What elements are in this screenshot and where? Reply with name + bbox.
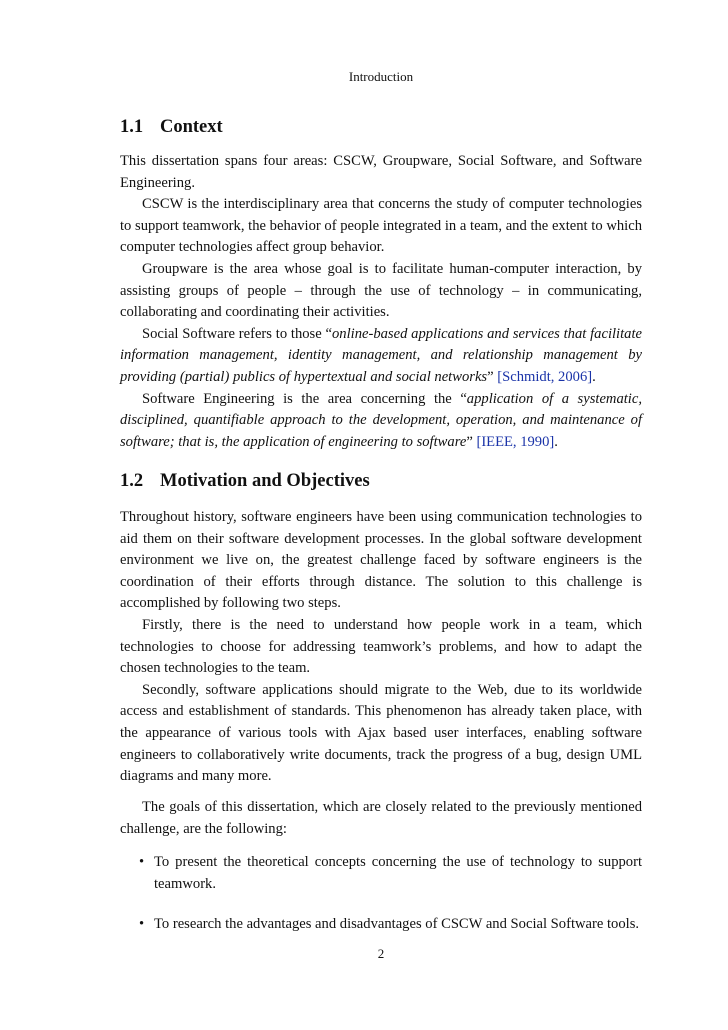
- motivation-body: [120, 507, 642, 788]
- paragraph-social-software: [120, 324, 642, 389]
- context-body: [120, 151, 642, 453]
- section-context: [120, 115, 642, 139]
- text-run: ”: [487, 368, 498, 385]
- text-run: .: [554, 433, 558, 450]
- paragraph: The goals of this dissertation, which are closely related to the previously mentioned challenge, are the following:: [120, 799, 642, 837]
- list-item-text: To present the theoretical concepts concerning the use of technology to support teamwork.: [154, 854, 642, 892]
- bullet-icon: •: [139, 854, 145, 870]
- goals-list: [120, 852, 642, 936]
- section-number: 1.2: [120, 471, 144, 491]
- goals-intro: [120, 797, 642, 840]
- paragraph: Firstly, there is the need to understand how people work in a team, which technologies to choose for addressing teamwork’s problems, and how to adapt the chosen technologies to the team.: [120, 616, 642, 677]
- section-motivation: [120, 469, 642, 493]
- running-header: Introduction: [348, 69, 414, 84]
- section-heading-motivation: [120, 469, 642, 493]
- text-run: ”: [466, 433, 477, 450]
- page-number: 2: [377, 946, 385, 961]
- paragraph: CSCW is the interdisciplinary area that concerns the study of computer technologies to support teamwork, the behavior of people integrated in a team, and the extent to which computer technologies affect group behavior.: [120, 196, 642, 256]
- paragraph-software-engineering: [120, 389, 642, 454]
- citation-link[interactable]: [Schmidt, 2006]: [497, 368, 593, 385]
- paragraph: Groupware is the area whose goal is to facilitate human-computer interaction, by assisting groups of people – through the use of technology – in communicating, collaborating and coordinating their activities.: [120, 260, 642, 321]
- text-run: Social Software refers to those “: [142, 325, 332, 342]
- quote: online-based applications and services that facilitate information management, identity management, and relationship management by providing (partial) publics of hypertextual and social networks: [120, 325, 642, 385]
- section-title: Motivation and Objectives: [160, 471, 370, 491]
- paragraph: Throughout history, software engineers have been using communication technologies to aid them on their software development processes. In the global software development environment we live on, the greatest challenge faced by software engineers is the coordination of their efforts through distance. The solution to this challenge is accomplished by following two steps.: [120, 509, 642, 612]
- citation-link[interactable]: [IEEE, 1990]: [476, 433, 555, 450]
- list-item: [120, 914, 642, 936]
- text-run: .: [592, 368, 596, 385]
- section-title: Context: [160, 117, 223, 137]
- goals-list-wrapper: [120, 852, 642, 936]
- quote: application of a systematic, disciplined, quantifiable approach to the development, operation, and maintenance of software; that is, the application of engineering to software: [120, 390, 642, 450]
- bullet-icon: •: [139, 916, 145, 933]
- list-item: [120, 852, 642, 895]
- section-heading-context: [120, 115, 642, 139]
- list-item-text: To research the advantages and disadvantages of CSCW and Social Software tools.: [154, 916, 640, 933]
- paragraph: Secondly, software applications should migrate to the Web, due to its worldwide access and establishment of standards. This phenomenon has already taken place, with the appearance of various tools with Ajax based user interfaces, enabling software engineers to collaboratively write documents, track the progress of a bug, design UML diagrams and many more.: [120, 681, 642, 785]
- document-page: [120, 0, 642, 1030]
- section-number: 1.1: [120, 117, 144, 137]
- paragraph: This dissertation spans four areas: CSCW, Groupware, Social Software, and Software Engineering.: [120, 153, 642, 191]
- text-run: Software Engineering is the area concerning the “: [142, 390, 467, 407]
